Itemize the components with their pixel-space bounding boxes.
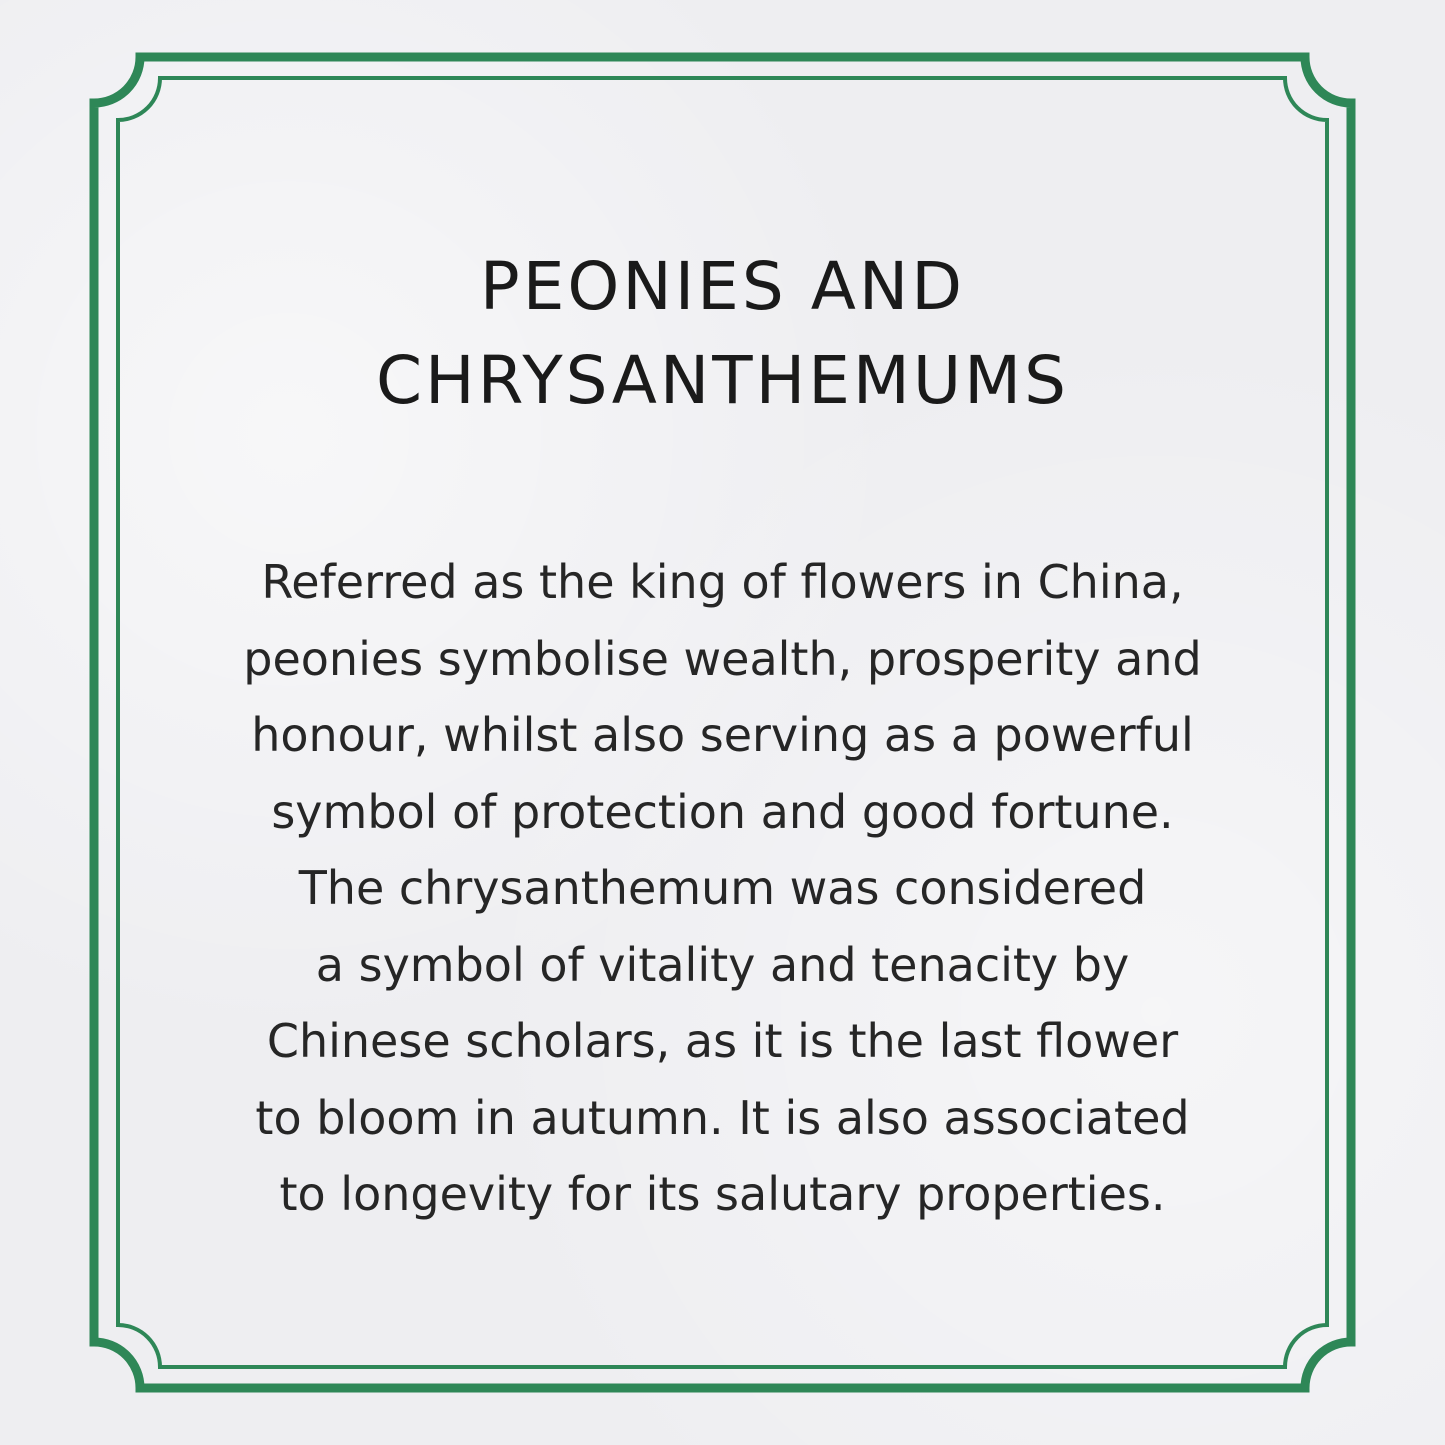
description-line: a symbol of vitality and tenacity by: [315, 937, 1130, 992]
description-line: The chrysanthemum was considered: [298, 861, 1147, 915]
card-title: [150, 240, 1295, 428]
description-line: to bloom in autumn. It is also associated: [255, 1090, 1190, 1145]
description-line: Chinese scholars, as it is the last flower: [266, 1014, 1179, 1068]
card-content: [150, 240, 1295, 1233]
card-description: [150, 544, 1295, 1233]
description-line: honour, whilst also serving as a powerful: [251, 708, 1194, 762]
description-line: peonies symbolise wealth, prosperity and: [243, 631, 1202, 686]
description-line: symbol of protection and good fortune.: [271, 784, 1174, 839]
title-line: CHRYSANTHEMUMS: [375, 342, 1070, 419]
description-line: Referred as the king of flowers in China,: [261, 555, 1184, 609]
title-line: PEONIES AND: [479, 248, 966, 325]
description-line: to longevity for its salutary properties.: [279, 1167, 1166, 1221]
